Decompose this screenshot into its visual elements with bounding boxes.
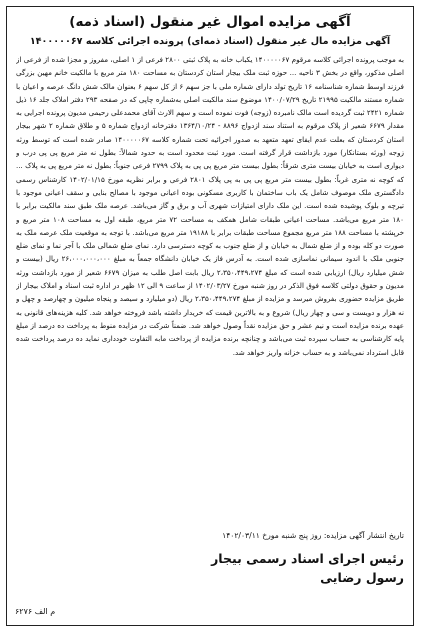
signature-block: [211, 549, 404, 587]
notice-title: آگهی مزایده اموال غیر منقول (اسناد ذمه): [69, 14, 351, 30]
signature-name: رسول رضایی: [320, 570, 404, 585]
publication-date: تاریخ انتشار آگهی مزایده: روز پنج شنبه مورخ ۱۴۰۲/۰۳/۱۱: [222, 531, 404, 540]
auction-notice: [6, 6, 414, 626]
signature-title: رئیس اجرای اسناد رسمی بیجار: [211, 551, 404, 566]
notice-body: به موجب پرونده اجرائی کلاسه مرقوم ۱۴۰۰۰۰۰۶۷ یکباب خانه به پلاک ثبتی ۲۸۰۰ فرعی از ۱ اصلی، مفروز و مجزا شده از فرعی از اصلی مذکور، واقع در بخش ۳ ناحیه ... حوزه ثبت ملک بیجار استان کردستان به مساحت ۱۸۰ متر مربع با مالکیت خانم مهین بزرگی فرزند اوسط شماره شناسنامه ۱۶ تاریخ تولد دارای شماره ملی با جز سهم ۶ از کل سهم ۶ بعنوان مالک شش دانگ عرصه و اعیان با شماره مستند مالکیت ۲۱۹۹۵ تاریخ ۱۴۰۰/۰۷/۲۹ موضوع سند مالکیت اصلی به‌شماره چاپی که در صفحه ۲۹۳ دفتر املاک جلد ۱۶ ذیل شماره ۲۴۲۱ ثبت گردیده است مالک نامبرده (زوجه) فوت نموده است و سهم الارث آقای محمدعلی رحیمی مدیون پرونده اجرایی به مقدار ۶۶۷۹ شعیر از پلاک مرقوم به استناد سند ازدواج ۸۸۹۶ - ۱۳۶۴/۱۰/۲۴ دفترخانه ازدواج شماره ۵ و طلاق شماره ۲ شهر بیجار استان کردستان که بعلت عدم ایفای تعهد متعهد به صدور اجرائیه تحت شماره کلاسه ۱۴۰۰۰۰۰۶۷ صادر شده است که توسط ورثه زوجه (ورثه بستانکار) مورد بازداشت قرار گرفته است. مورد ثبت محدود است به حدود شمالاً: بطول نه متر مربع پی پی درب و دیواری است به خیابان بیست متری شرقاً: بطول بیست متر مربع پی پی به پلاک ۲۷۹۹ فرعی جنوباً: بطول نه متر مربع پی به پلاک ... که کوچه نه متری غرباً: بطول بیست متر مربع پی پی به پی پلاک ۲۸۰۱ فرعی و برابر نظریه مورخ ۱۴۰۲/۰۱/۱۵ کارشناس رسمی دادگستری ملک موصوف شامل یک باب ساختمان با کاربری مسکونی بوده اعیانی موجود با مصالح بنایی و سقف اعیانی موجود با تیرچه و بلوک پوشیده شده است. این ملک دارای امتیازات شهری آب و برق و گاز می‌باشد. عرصه ملک طبق سند مالکیت برابر با ۱۸۰ متر مربع می‌باشد. مساحت اعیانی طبقات شامل همکف به مساحت ۷۲ متر مربع، طبقه اول به مساحت ۱۰۸ متر مربع و خرپشته با مساحت ۱۸۸ متر مربع مجموع مساحت طبقات برابر با ۱۹۱۸۸ متر مربع می‌باشد. با توجه به موقعیت ملک عرصه ملک به صورت دو کله بوده و از ضلع شمال به خیابان و از ضلع جنوب به کوچه دسترسی دارد. نمای ضلع شمالی ملک با آجر نما و نمای ضلع جنوبی ملک با اندود سیمانی نماسازی شده است. به آدرس فاز یک خیابان دانشگاه جمعاً به مبلغ ۲۶،۰۰۰،۰۰۰،۰۰۰ ریال (بیست و شش میلیارد ریال) ارزیابی شده است که مبلغ ۲،۳۵۰،۴۴۹،۲۷۴ ریال بابت اصل طلب به میزان ۶۶۷۹ شعیر از مورد بازداشت ورثه مدیون و حقوق دولتی کلاسه فوق الذکر در روز شنبه مورخ ۱۴۰۲/۰۳/۲۷ از ساعت ۹ الی ۱۲ ظهر در اداره ثبت اسناد و املاک بیجار از طریق مزایده حضوری بفروش میرسد و مزایده از مبلغ ۲،۳۵۰،۴۴۹،۲۷۴ ریال (دو میلیارد و سیصد و پنجاه میلیون و چهارصد و چهل و نه هزار و دویست و سی و چهار ریال) شروع و به بالاترین قیمت که خریدار داشته باشد فروخته خواهد شد. کلیه هزینه‌های قانونی به عهده برنده مزایده است و نیم عشر و حق مزایده نقداً وصول خواهد شد. ضمناً شرکت در مزایده منوط به پرداخت ده درصد از مبلغ پایه کارشناسی به حساب سپرده ثبت می‌باشد و چنانچه برنده مزایده از پرداخت مابه التفاوت خودداری نماید ده درصد پرداخت شده قابل استرداد نمی‌باشد و به حساب خزانه واریز خواهد شد.: [16, 55, 404, 357]
reference-number: م الف ۶۲۷۶: [15, 607, 56, 616]
notice-subtitle: آگهی مزایده مال غیر منقول (اسناد ذمه‌ای) پرونده اجرائی کلاسه ۱۴۰۰۰۰۰۶۷: [29, 36, 391, 47]
